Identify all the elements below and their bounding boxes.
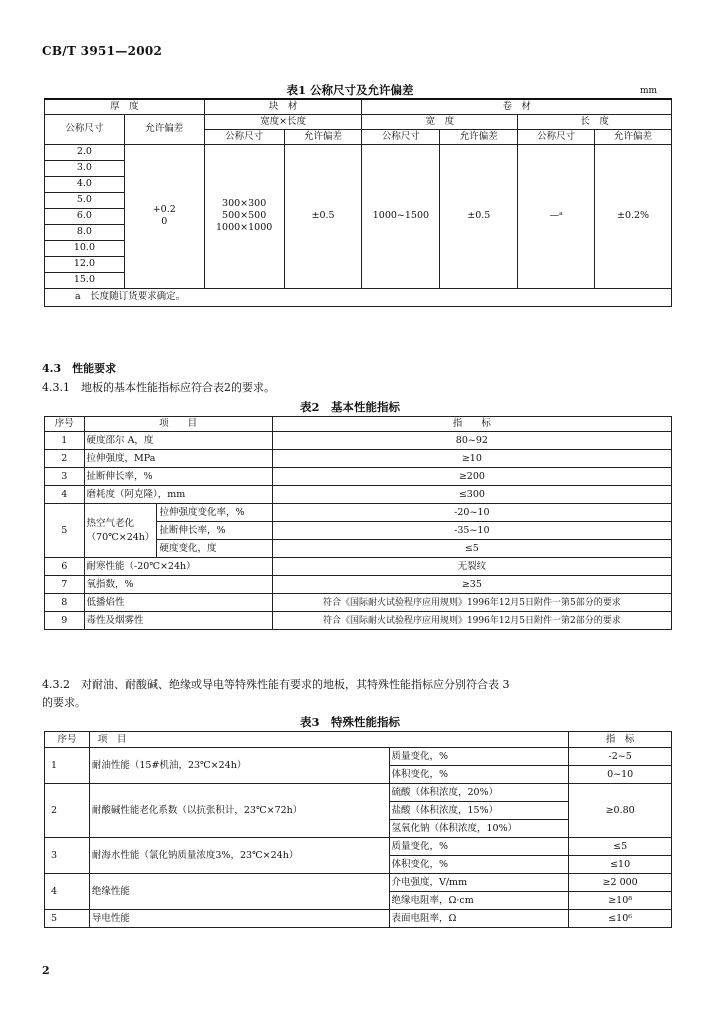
table2-item: 磨耗度（阿克隆），mm: [84, 486, 272, 504]
table3-item: 耐油性能（15#机油，23℃×24h）: [89, 748, 389, 784]
table2-value: ≤5: [272, 540, 671, 558]
table3-no: 4: [45, 874, 90, 910]
table2-item: 拉伸强度，MPa: [84, 450, 272, 468]
section-4-3-1: 4.3.1 地板的基本性能指标应符合表2的要求。: [42, 381, 275, 394]
table2-item: 扯断伸长率，%: [84, 468, 272, 486]
table3-subitem: 盐酸（体积浓度，15%）: [389, 802, 569, 820]
table1-footnote: a 长度随订货要求确定。: [45, 288, 672, 306]
table3-value: ≥10⁸: [569, 892, 672, 910]
table2-value: ≥10: [272, 450, 671, 468]
table3-no: 2: [45, 784, 90, 838]
table3-subitem: 体积变化，%: [389, 856, 569, 874]
table1-caption: 表1 公称尺寸及允许偏差: [286, 83, 414, 97]
table3-item: 耐海水性能（氯化钠质量浓度3%，23℃×24h）: [89, 838, 389, 874]
table2-value: -20~10: [272, 504, 671, 522]
table3-subitem: 氢氧化钠（体积浓度，10%）: [389, 820, 569, 838]
table1-head-thickness: 厚 度: [45, 99, 205, 114]
table2: [44, 416, 672, 630]
standard-number: CB/T 3951—2002: [42, 44, 163, 58]
table1-thickness-tolerance: +0.2 0: [124, 144, 204, 288]
table3-subitem: 质量变化，%: [389, 838, 569, 856]
table2-no: 3: [45, 468, 85, 486]
table3-subitem: 体积变化，%: [389, 766, 569, 784]
table1-thickness-cell: 12.0: [45, 256, 125, 272]
section-4-3: 4.3 性能要求: [42, 362, 117, 375]
table2-no: 4: [45, 486, 85, 504]
table3: [44, 731, 672, 928]
table2-no: 6: [45, 558, 85, 576]
table1-unit: mm: [640, 86, 658, 96]
table3-value: ≤10⁶: [569, 910, 672, 928]
table2-item: 硬度邵尔 A，度: [84, 432, 272, 450]
table3-no: 1: [45, 748, 90, 784]
table2-item-aging: 热空气老化 （70℃×24h）: [84, 504, 157, 558]
table2-value: 符合《国际耐火试验程序应用规则》1996年12月5日附件一第5部分的要求: [272, 594, 671, 612]
table2-item: 氧指数，%: [84, 576, 272, 594]
table1-thickness-cell: 3.0: [45, 160, 125, 176]
table2-caption: 表2 基本性能指标: [299, 400, 400, 414]
table1-thickness-cell: 6.0: [45, 208, 125, 224]
table1-thickness-cell: 5.0: [45, 192, 125, 208]
table1-head-nominal: 公称尺寸: [204, 129, 284, 144]
table3-head-index: 指 标: [569, 732, 672, 748]
table3-head-no: 序号: [45, 732, 90, 748]
table1-thickness-cell: 15.0: [45, 272, 125, 288]
section-4-3-2-line1: 4.3.2 对耐油、耐酸碱、绝缘或导电等特殊性能有要求的地板，其特殊性能指标应分别符合表 3: [42, 678, 510, 691]
table1-head-tolerance: 允许偏差: [440, 129, 518, 144]
table3-item: 耐酸碱性能老化系数（以抗张积计，23℃×72h）: [89, 784, 389, 838]
table2-no: 1: [45, 432, 85, 450]
table1-thickness-cell: 10.0: [45, 240, 125, 256]
table3-item: 导电性能: [89, 910, 389, 928]
table2-value: ≥200: [272, 468, 671, 486]
table1-thickness-cell: 2.0: [45, 144, 125, 160]
table1-head-nominal: 公称尺寸: [45, 114, 125, 144]
table2-item: 耐寒性能（-20℃×24h）: [84, 558, 272, 576]
table2-value: 无裂纹: [272, 558, 671, 576]
table2-subitem: 扯断伸长率，%: [157, 522, 272, 540]
table1-head-wl: 宽度×长度: [204, 114, 362, 129]
table1-thickness-cell: 4.0: [45, 176, 125, 192]
table2-head-no: 序号: [45, 417, 85, 432]
table3-value: ≥0.80: [569, 784, 672, 838]
table1-head-tolerance: 允许偏差: [595, 129, 672, 144]
table1-roll-length: —ᵃ: [518, 144, 595, 288]
table1-block-tolerance: ±0.5: [284, 144, 362, 288]
table1-head-tolerance: 允许偏差: [284, 129, 362, 144]
table1-roll-length-tolerance: ±0.2%: [595, 144, 672, 288]
table3-item: 绝缘性能: [89, 874, 389, 910]
table3-subitem: 硫酸（体积浓度，20%）: [389, 784, 569, 802]
table1-thickness-cell: 8.0: [45, 224, 125, 240]
table3-head-item: 项 目: [89, 732, 568, 748]
table3-subitem: 质量变化，%: [389, 748, 569, 766]
table1-head-length: 长 度: [518, 114, 672, 129]
table2-subitem: 硬度变化，度: [157, 540, 272, 558]
table1-block-sizes: 300×300 500×500 1000×1000: [204, 144, 284, 288]
table2-value: 80~92: [272, 432, 671, 450]
table1-roll-width: 1000~1500: [362, 144, 440, 288]
table2-no: 7: [45, 576, 85, 594]
table1-head-nominal: 公称尺寸: [518, 129, 595, 144]
table1-roll-width-tolerance: ±0.5: [440, 144, 518, 288]
table3-value: -2~5: [569, 748, 672, 766]
table1-head-width: 宽 度: [362, 114, 518, 129]
table3-subitem: 绝缘电阻率，Ω·cm: [389, 892, 569, 910]
section-4-3-2-line2: 的要求。: [42, 696, 86, 709]
table3-subitem: 表面电阻率，Ω: [389, 910, 569, 928]
table2-head-item: 项 目: [84, 417, 272, 432]
table2-no: 2: [45, 450, 85, 468]
table2-item: 低播焰性: [84, 594, 272, 612]
table1-head-tolerance: 允许偏差: [124, 114, 204, 144]
table1: [44, 98, 672, 307]
table3-value: ≥2 000: [569, 874, 672, 892]
table3-subitem: 介电强度，V/mm: [389, 874, 569, 892]
table2-value: 符合《国际耐火试验程序应用规则》1996年12月5日附件一第2部分的要求: [272, 612, 671, 630]
page-number: 2: [42, 964, 50, 977]
table3-no: 3: [45, 838, 90, 874]
table3-value: 0~10: [569, 766, 672, 784]
table3-caption: 表3 特殊性能指标: [299, 715, 400, 729]
table3-no: 5: [45, 910, 90, 928]
table2-value: ≥35: [272, 576, 671, 594]
table2-no: 5: [45, 504, 85, 558]
table3-value: ≤5: [569, 838, 672, 856]
table2-no: 9: [45, 612, 85, 630]
table2-value: ≤300: [272, 486, 671, 504]
table2-subitem: 拉伸强度变化率，%: [157, 504, 272, 522]
table1-head-nominal: 公称尺寸: [362, 129, 440, 144]
table1-head-block: 块 材: [204, 99, 362, 114]
table2-head-index: 指 标: [272, 417, 671, 432]
table2-item: 毒性及烟雾性: [84, 612, 272, 630]
table2-value: -35~10: [272, 522, 671, 540]
table2-no: 8: [45, 594, 85, 612]
table1-head-roll: 卷 材: [362, 99, 672, 114]
table3-value: ≤10: [569, 856, 672, 874]
